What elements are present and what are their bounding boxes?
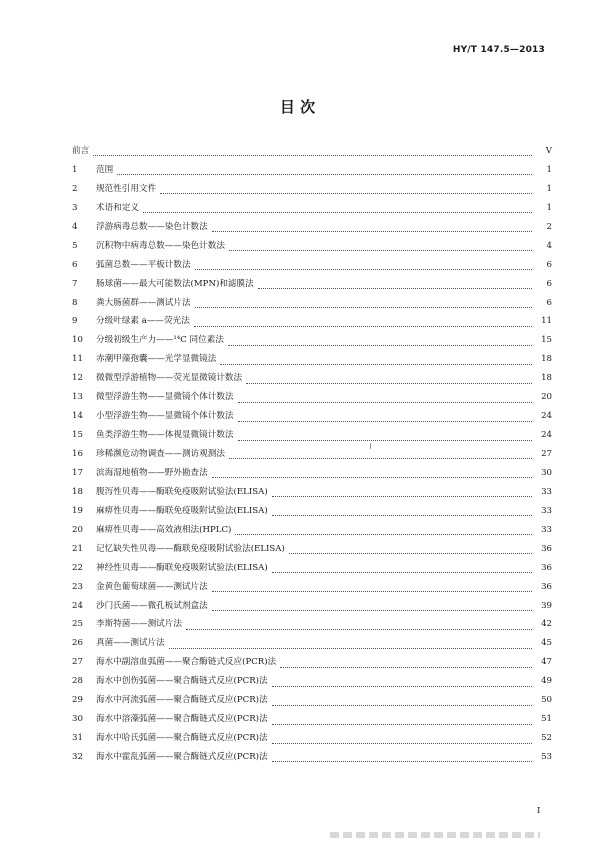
toc-leader-dots [143, 211, 532, 213]
toc-leader-dots [186, 628, 532, 630]
toc-entry-title: 神经性贝毒——酶联免疫吸附试验法(ELISA) [96, 562, 268, 573]
toc-entry-title: 浮游病毒总数——染色计数法 [96, 221, 208, 232]
toc-entry[interactable] [72, 617, 552, 636]
toc-entry-number: 5 [72, 240, 78, 251]
toc-leader-dots [212, 476, 532, 478]
toc-leader-dots [93, 154, 532, 156]
toc-entry-number: 24 [72, 600, 83, 611]
toc-entry-number: 7 [72, 278, 78, 289]
toc-entry[interactable] [72, 277, 552, 296]
toc-entry[interactable] [72, 201, 552, 220]
toc-entry[interactable] [72, 542, 552, 561]
toc-leader-dots [238, 401, 532, 403]
toc-entry-number: 18 [72, 486, 83, 497]
toc-entry-title: 真菌——测试片法 [96, 638, 165, 649]
toc-entry-number: 12 [72, 373, 83, 384]
toc-entry-page: 4 [546, 240, 552, 251]
toc-entry[interactable] [72, 428, 552, 447]
scan-residue [330, 832, 540, 838]
scan-mark [370, 443, 371, 449]
toc-entry[interactable] [72, 333, 552, 352]
toc-entry-title: 肠球菌——最大可能数法(MPN)和滤膜法 [96, 278, 254, 289]
toc-entry-number: 14 [72, 411, 83, 422]
toc-entry-title: 分级初级生产力——¹⁴C 同位素法 [96, 335, 224, 346]
toc-entry-page: 20 [541, 392, 552, 403]
toc-entry-title: 海水中霍乱弧菌——聚合酶链式反应(PCR)法 [96, 752, 268, 762]
toc-entry-page: 52 [541, 733, 552, 744]
toc-entry-page: 36 [541, 581, 552, 592]
toc-entry-title: 术语和定义 [96, 202, 139, 213]
toc-leader-dots [272, 704, 532, 706]
toc-entry-number: 9 [72, 316, 78, 327]
toc-entry-title: 海水中溶藻弧菌——聚合酶链式反应(PCR)法 [96, 714, 268, 725]
toc-entry-page: 6 [546, 278, 552, 289]
toc-entry-page: 15 [541, 335, 552, 346]
toc-entry-title: 小型浮游生物——显微镜个体计数法 [96, 411, 234, 422]
toc-entry[interactable] [72, 447, 552, 466]
toc-entry-number: 20 [72, 524, 83, 535]
toc-entry-title: 珍稀濒危动物调查——测访观测法 [96, 449, 225, 459]
toc-entry-title: 粪大肠菌群——测试片法 [96, 297, 191, 308]
toc-entry-page: 1 [546, 183, 552, 194]
toc-leader-dots [194, 325, 532, 327]
toc-entry[interactable] [72, 561, 552, 580]
toc-leader-dots [169, 647, 532, 649]
toc-entry-number: 25 [72, 619, 83, 630]
toc-entry-title: 微型浮游生物——显微镜个体计数法 [96, 392, 234, 403]
toc-entry-title: 李斯特菌——测试片法 [96, 619, 182, 630]
toc-leader-dots [272, 723, 532, 725]
toc-entry-title: 滨海湿地植物——野外勘查法 [96, 467, 208, 478]
toc-leader-dots [229, 249, 532, 251]
toc-leader-dots [229, 457, 532, 459]
toc-leader-dots [246, 382, 532, 384]
toc-entry-number: 3 [72, 202, 78, 213]
toc-entry-number: 16 [72, 449, 83, 459]
toc-entry[interactable] [72, 580, 552, 599]
toc-entry-title: 腹泻性贝毒——酶联免疫吸附试验法(ELISA) [96, 486, 268, 497]
toc-entry-page: 51 [541, 714, 552, 725]
table-of-contents [72, 144, 552, 769]
standard-code: HY/T 147.5—2013 [452, 45, 545, 55]
toc-entry-page: 2 [546, 221, 552, 232]
toc-entry-number: 26 [72, 638, 83, 649]
toc-entry-number: 15 [72, 430, 83, 441]
toc-entry-number: 29 [72, 695, 83, 706]
toc-entry[interactable] [72, 523, 552, 542]
toc-entry-title: 微微型浮游植物——荧光显微镜计数法 [96, 373, 243, 384]
toc-entry-number: 8 [72, 297, 78, 308]
toc-entry-page: 18 [541, 354, 552, 365]
toc-entry-title: 沉积物中病毒总数——染色计数法 [96, 240, 225, 251]
toc-entry-page: 33 [541, 486, 552, 497]
toc-entry-page: 27 [541, 449, 552, 459]
toc-entry-number: 32 [72, 752, 83, 762]
toc-leader-dots [272, 495, 532, 497]
toc-leader-dots [238, 420, 532, 422]
toc-entry-number: 23 [72, 581, 83, 592]
toc-entry-number: 4 [72, 221, 78, 232]
toc-entry-page: 11 [541, 316, 552, 327]
toc-entry-page: 30 [541, 467, 552, 478]
toc-entry-title: 弧菌总数——平板计数法 [96, 259, 191, 270]
toc-leader-dots [212, 590, 532, 592]
toc-entry-page: 47 [541, 657, 552, 668]
toc-entry-title: 规范性引用文件 [96, 183, 157, 194]
toc-entry-title: 赤潮甲藻孢囊——光学显微镜法 [96, 354, 217, 365]
toc-entry[interactable] [72, 144, 552, 163]
toc-leader-dots [212, 230, 532, 232]
toc-entry-title: 麻痹性贝毒——高效液相法(HPLC) [96, 524, 232, 535]
toc-leader-dots [212, 609, 532, 611]
toc-entry-number: 2 [72, 183, 78, 194]
toc-entry-number: 11 [72, 354, 83, 365]
page-title: 目 次 [279, 98, 316, 116]
toc-leader-dots [272, 685, 532, 687]
toc-entry-page: 49 [541, 676, 552, 687]
toc-entry-number: 21 [72, 543, 83, 554]
page-folio: I [537, 806, 541, 816]
toc-entry[interactable] [72, 314, 552, 333]
toc-entry-number: 1 [72, 164, 78, 175]
toc-entry[interactable] [72, 731, 552, 750]
toc-entry[interactable] [72, 296, 552, 315]
toc-entry[interactable] [72, 182, 552, 201]
toc-entry-page: 6 [546, 297, 552, 308]
toc-entry-title: 记忆缺失性贝毒——酶联免疫吸附试验法(ELISA) [96, 543, 285, 554]
toc-entry[interactable] [72, 409, 552, 428]
toc-entry-title: 金黄色葡萄球菌——测试片法 [96, 581, 208, 592]
toc-entry-number: 前言 [72, 146, 90, 156]
toc-leader-dots [272, 571, 532, 573]
toc-leader-dots [272, 514, 532, 516]
toc-entry-page: 50 [541, 695, 552, 706]
toc-entry-title: 鱼类浮游生物——体视显微镜计数法 [96, 430, 234, 441]
toc-entry-number: 22 [72, 562, 83, 573]
toc-leader-dots [195, 306, 532, 308]
toc-entry-page: 36 [541, 562, 552, 573]
toc-entry-title: 海水中副溶血弧菌——聚合酶链式反应(PCR)法 [96, 657, 277, 668]
toc-entry-number: 28 [72, 676, 83, 687]
toc-entry-number: 30 [72, 714, 83, 725]
toc-entry-page: 39 [541, 600, 552, 611]
toc-entry-title: 范围 [96, 164, 114, 175]
toc-entry[interactable] [72, 466, 552, 485]
toc-entry-title: 分级叶绿素 a——荧光法 [96, 316, 190, 327]
toc-entry-page: 18 [541, 373, 552, 384]
toc-entry[interactable] [72, 712, 552, 731]
toc-entry-number: 19 [72, 505, 83, 516]
toc-entry[interactable] [72, 636, 552, 655]
toc-entry-page: 53 [541, 752, 552, 762]
toc-entry[interactable] [72, 693, 552, 712]
toc-entry[interactable] [72, 371, 552, 390]
toc-entry-title: 海水中哈氏弧菌——聚合酶链式反应(PCR)法 [96, 733, 268, 744]
toc-entry[interactable] [72, 599, 552, 618]
toc-entry-title: 海水中创伤弧菌——聚合酶链式反应(PCR)法 [96, 676, 268, 687]
toc-entry-page: 24 [541, 411, 552, 422]
toc-entry-page: 36 [541, 543, 552, 554]
toc-entry[interactable] [72, 504, 552, 523]
toc-leader-dots [235, 533, 532, 535]
toc-entry-number: 6 [72, 259, 78, 270]
toc-leader-dots [289, 552, 532, 554]
toc-leader-dots [272, 742, 532, 744]
toc-entry-page: 42 [541, 619, 552, 630]
toc-entry-page: 1 [546, 202, 552, 213]
toc-entry[interactable] [72, 750, 552, 769]
toc-entry-page: 33 [541, 505, 552, 516]
toc-leader-dots [220, 363, 532, 365]
toc-entry-title: 海水中河流弧菌——聚合酶链式反应(PCR)法 [96, 695, 268, 706]
toc-entry-number: 27 [72, 657, 83, 668]
toc-entry-page: 45 [541, 638, 552, 649]
toc-entry-number: 31 [72, 733, 83, 744]
toc-leader-dots [195, 268, 532, 270]
toc-entry-number: 13 [72, 392, 83, 403]
toc-leader-dots [272, 760, 532, 762]
toc-entry-title: 沙门氏菌——微孔板试剂盒法 [96, 600, 208, 611]
toc-entry-page: 33 [541, 524, 552, 535]
toc-entry-number: 10 [72, 335, 83, 346]
toc-entry[interactable] [72, 655, 552, 674]
toc-entry-page: 6 [546, 259, 552, 270]
toc-entry[interactable] [72, 220, 552, 239]
toc-entry-title: 麻痹性贝毒——酶联免疫吸附试验法(ELISA) [96, 505, 268, 516]
toc-entry[interactable] [72, 352, 552, 371]
toc-leader-dots [280, 666, 532, 668]
toc-entry-page: 1 [546, 164, 552, 175]
toc-leader-dots [160, 192, 532, 194]
toc-entry[interactable] [72, 485, 552, 504]
toc-leader-dots [238, 439, 532, 441]
toc-entry-page: V [545, 146, 552, 156]
toc-entry[interactable] [72, 163, 552, 182]
toc-entry[interactable] [72, 674, 552, 693]
toc-entry-page: 24 [541, 430, 552, 441]
toc-leader-dots [117, 173, 532, 175]
toc-leader-dots [228, 344, 532, 346]
toc-entry[interactable] [72, 390, 552, 409]
toc-entry[interactable] [72, 258, 552, 277]
toc-entry-number: 17 [72, 467, 83, 478]
toc-entry[interactable] [72, 239, 552, 258]
toc-leader-dots [258, 287, 532, 289]
